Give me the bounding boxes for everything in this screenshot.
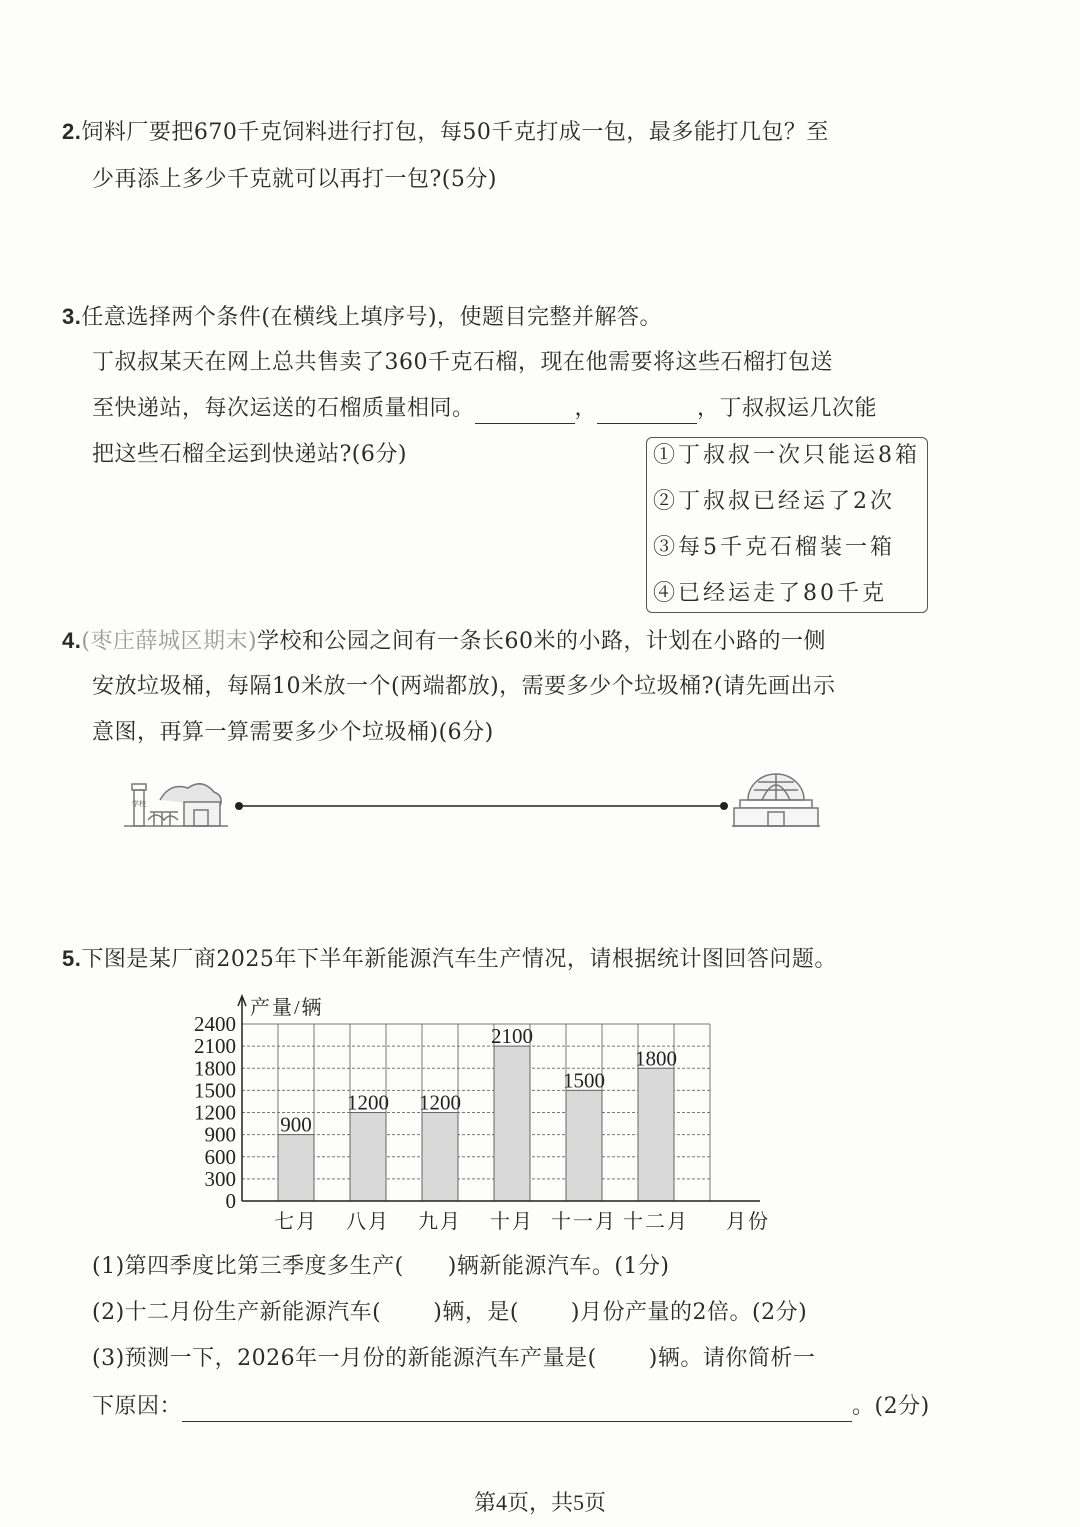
q5-sub3 xyxy=(92,1344,815,1374)
chart-bars xyxy=(278,1046,674,1201)
bar-七月 xyxy=(278,1135,314,1201)
bar-九月 xyxy=(422,1113,458,1202)
q2-line1 xyxy=(62,117,829,148)
q5-sub3-text-b: )辆。请你简析一 xyxy=(648,1346,816,1371)
q4-number: 4. xyxy=(62,628,82,653)
production-bar-chart xyxy=(0,990,1080,1240)
q4-line1 xyxy=(62,626,826,657)
q3-text-1: 任意选择两个条件(在横线上填序号)，使题目完整并解答。 xyxy=(81,305,663,330)
y-tick-label: 900 xyxy=(204,1122,236,1147)
q3-line4: 把这些石榴全运到快递站?(6分) xyxy=(92,442,407,467)
q2-line2: 少再添上多少千克就可以再打一包?(5分) xyxy=(92,167,497,192)
y-tick-label: 1200 xyxy=(194,1100,236,1125)
q5-sub1 xyxy=(92,1252,670,1282)
q5-sub3-text-a: (3)预测一下，2026年一月份的新能源汽车产量是( xyxy=(92,1346,597,1371)
q2-text-1: 饲料厂要把670千克饲料进行打包，每50千克打成一包，最多能打几包？至 xyxy=(81,120,829,145)
condition-3: ③每5千克石榴装一箱 xyxy=(653,535,895,560)
bar-八月 xyxy=(350,1113,386,1202)
bar-value-label: 2100 xyxy=(491,1024,533,1049)
conditions-box xyxy=(646,437,928,613)
q3-line2: 丁叔叔某天在网上总共售卖了360千克石榴，现在他需要将这些石榴打包送 xyxy=(92,350,833,375)
q2-number: 2. xyxy=(62,119,82,144)
q5-intro: 下图是某厂商2025年下半年新能源汽车生产情况，请根据统计图回答问题。 xyxy=(81,947,837,972)
x-tick-label: 十二月 xyxy=(623,1211,689,1233)
x-tick-label: 九月 xyxy=(418,1211,462,1233)
bar-value-label: 1200 xyxy=(347,1090,389,1115)
q4-line3: 意图，再算一算需要多少个垃圾桶)(6分) xyxy=(92,720,494,745)
condition-1: ①丁叔叔一次只能运8箱 xyxy=(653,443,920,468)
x-tick-label: 十月 xyxy=(490,1211,534,1233)
q5-sub2-text-c: )月份产量的2倍。(2分) xyxy=(570,1300,808,1325)
page-footer: 第4页，共5页 xyxy=(473,1490,606,1515)
y-tick-label: 2100 xyxy=(194,1034,236,1059)
y-tick-label: 600 xyxy=(204,1144,236,1169)
park-building-icon xyxy=(732,774,820,826)
bar-value-label: 900 xyxy=(280,1112,312,1137)
y-tick-label: 0 xyxy=(225,1189,236,1213)
x-tick-label: 八月 xyxy=(346,1211,390,1233)
road-end-point xyxy=(720,802,728,810)
q5-sub2-text-b: )辆，是( xyxy=(433,1300,519,1325)
q4-line2: 安放垃圾桶，每隔10米放一个(两端都放)，需要多少个垃圾桶?(请先画出示 xyxy=(92,674,836,699)
q3-blank-1[interactable] xyxy=(475,399,575,424)
q3-line1 xyxy=(62,302,662,333)
y-tick-label: 300 xyxy=(204,1166,236,1191)
x-tick-label: 七月 xyxy=(274,1211,318,1233)
q5-sub2 xyxy=(92,1298,807,1328)
y-tick-label: 1500 xyxy=(194,1078,236,1103)
bar-value-label: 1500 xyxy=(563,1068,605,1093)
q4-source: (枣庄薛城区期末) xyxy=(81,629,258,654)
q5-number: 5. xyxy=(62,946,82,971)
road-diagram xyxy=(120,760,840,840)
y-tick-label: 1800 xyxy=(194,1056,236,1081)
q3-blank-2[interactable] xyxy=(597,399,697,424)
x-tick-label: 十一月 xyxy=(551,1211,617,1233)
q5-sub1-text-b: )辆新能源汽车。(1分) xyxy=(447,1254,670,1279)
bar-十一月 xyxy=(566,1090,602,1201)
q5-sub1-text-a: (1)第四季度比第三季度多生产( xyxy=(92,1254,404,1279)
condition-2: ②丁叔叔已经运了2次 xyxy=(653,489,895,514)
q3-text-3a: 至快递站，每次运送的石榴质量相同。 xyxy=(92,396,475,421)
condition-4: ④已经运走了80千克 xyxy=(653,581,887,606)
y-axis-label: 产量/辆 xyxy=(250,997,324,1019)
bar-value-label: 1800 xyxy=(635,1046,677,1071)
bar-value-label: 1200 xyxy=(419,1090,461,1115)
q5-sub2-text-a: (2)十二月份生产新能源汽车( xyxy=(92,1300,382,1325)
school-building-icon xyxy=(124,784,228,826)
y-tick-label: 2400 xyxy=(194,1012,236,1036)
bar-十月 xyxy=(494,1046,530,1201)
q5-reason-blank[interactable] xyxy=(182,1395,852,1422)
q3-line3 xyxy=(92,394,877,424)
bar-十二月 xyxy=(638,1068,674,1201)
q5-sub3-text-c: 下原因： xyxy=(92,1394,183,1419)
q3-comma: ， xyxy=(574,396,598,421)
x-axis-label: 月份 xyxy=(726,1211,770,1233)
q4-text-1: 学校和公园之间有一条长60米的小路，计划在小路的一侧 xyxy=(257,629,827,654)
q3-number: 3. xyxy=(62,304,82,329)
q5-sub3-reason xyxy=(92,1392,930,1422)
q5-sub3-text-d: 。(2分) xyxy=(852,1394,930,1419)
school-sign: 学校 xyxy=(132,800,146,808)
q5-intro-line xyxy=(62,944,837,975)
q3-text-3b: ，丁叔叔运几次能 xyxy=(697,396,878,421)
